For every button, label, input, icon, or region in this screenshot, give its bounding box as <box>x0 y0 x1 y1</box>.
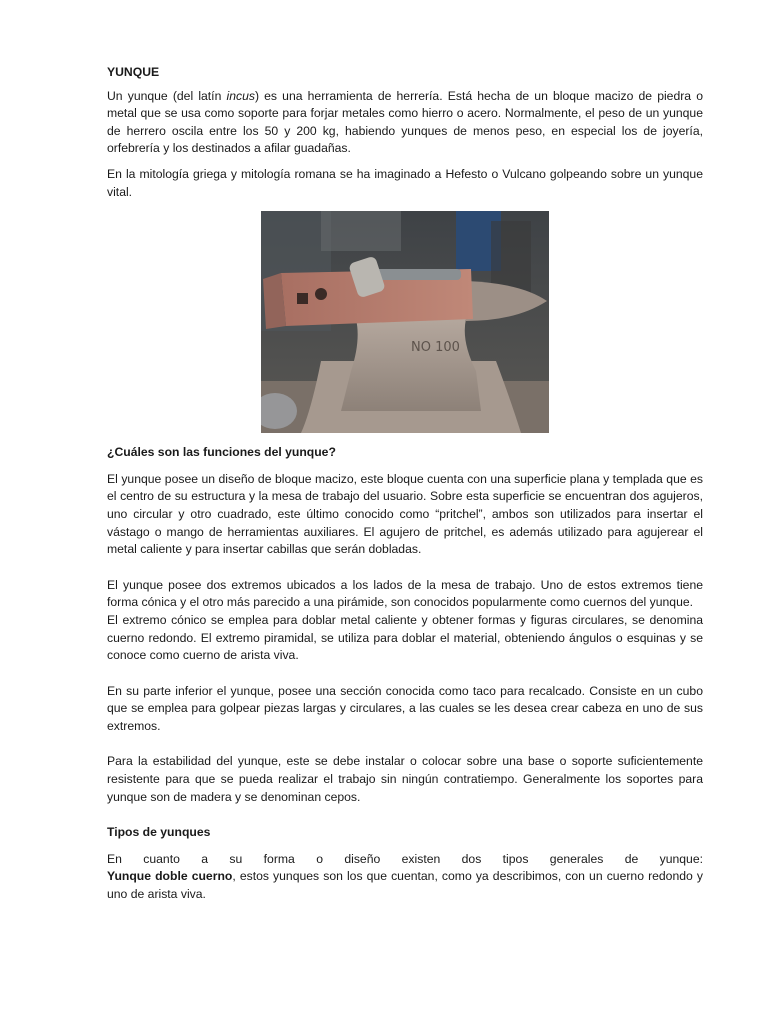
pritchel-hole <box>297 293 308 304</box>
functions-paragraph-2a: El yunque posee dos extremos ubicados a los lados de la mesa de trabajo. Uno de estos extremos tiene forma cónica y el otro más parecido a una pirámide, son conocidos popularmente como cuernos del yunque. <box>107 577 703 610</box>
intro-latin-term: incus <box>226 88 255 103</box>
intro-text-rest: ) es una herramienta de herrería. Está hecha de un bloque macizo de piedra o metal que se usa como soporte para forjar metales como hierro o acero. Normalmente, el peso de un yunque de herrero oscila entre los 50 y 200 kg, habiendo yunques de menos peso, en especial los de joyería, orfebrería y los destinados a afilar guadañas. <box>107 88 703 156</box>
functions-paragraph-3: En su parte inferior el yunque, posee una sección conocida como taco para recalcado. Consiste en un cubo que se emplea para golpear piezas largas y circulares, a las cuales se les desea crear cabeza en uno de sus extremos. <box>107 683 703 733</box>
round-hole <box>315 288 327 300</box>
functions-paragraph-2b: El extremo cónico se emplea para doblar metal caliente y obtener formas y figuras circulares, se denomina cuerno redondo. El extremo piramidal, se utiliza para doblar el material, obteniendo ángulos o esquinas y se conoce como cuerno de arista viva. <box>107 612 703 663</box>
functions-paragraph-4: Para la estabilidad del yunque, este se debe instalar o colocar sobre una base o soporte suficientemente resistente para que se pueda realizar el trabajo sin ningún contratiempo. Generalmente los soportes para yunque son de madera y se denominan cepos. <box>107 754 703 804</box>
types-heading: Tipos de yunques <box>107 825 211 840</box>
anvil-body <box>341 319 481 411</box>
document-title: YUNQUE <box>107 65 160 79</box>
anvil-stamp: NO 100 <box>411 340 460 356</box>
mythology-paragraph: En la mitología griega y mitología romana se ha imaginado a Hefesto o Vulcano golpeando sobre un yunque vital. <box>107 166 703 199</box>
anvil-photo <box>261 211 549 433</box>
functions-heading: ¿Cuáles son las funciones del yunque? <box>107 445 336 460</box>
intro-paragraph <box>107 88 703 158</box>
hammer-handle <box>371 269 461 280</box>
anvil-photo-container <box>107 211 703 433</box>
types-double-horn: Yunque doble cuerno <box>107 869 233 884</box>
types-text-rest: , estos yunques son los que cuentan, como ya describimos, con un cuerno redondo y uno de arista viva. <box>107 869 703 902</box>
document-body <box>107 64 703 904</box>
functions-paragraph-1: El yunque posee un diseño de bloque macizo, este bloque cuenta con una superficie plana y templada que es el centro de su estructura y la mesa de trabajo del usuario. Sobre esta superficie se encuentran dos agujeros, uno circular y otro cuadrado, este último conocido como “pritchel”, ambos son utilizados para insertar el vástago o mango de herramientas auxiliares. El agujero de pritchel, es además utilizado para agujerear el metal caliente y para insertar cabillas que serán dobladas. <box>107 471 703 557</box>
types-paragraph <box>107 851 703 904</box>
intro-text-start: Un yunque (del latín <box>107 88 227 103</box>
types-line-1: En cuanto a su forma o diseño existen dos tipos generales de yunque: <box>107 851 703 866</box>
